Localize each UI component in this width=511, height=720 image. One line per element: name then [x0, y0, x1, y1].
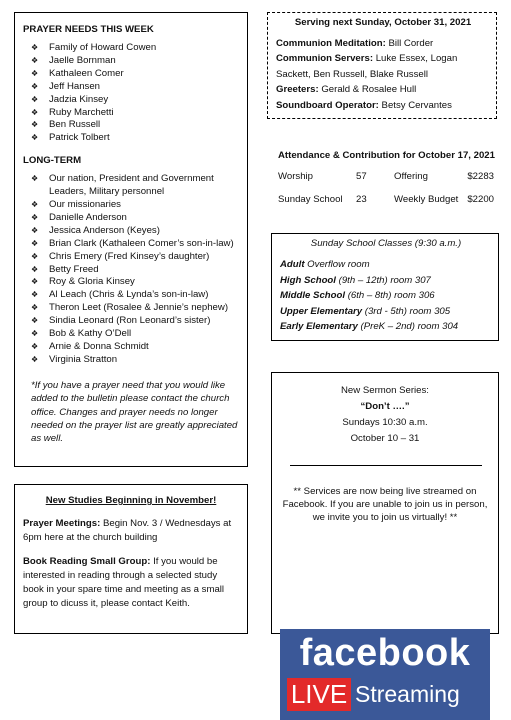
list-item — [23, 315, 241, 328]
bullet-diamond-icon: ❖ — [31, 94, 39, 104]
book-reading-paragraph — [23, 555, 239, 611]
long-term-heading: LONG-TERM — [23, 155, 82, 167]
list-item — [23, 119, 241, 132]
list-item-label: Brian Clark (Kathaleen Comer’s son-in-law) — [49, 237, 234, 249]
list-item — [23, 81, 241, 94]
serving-value: Luke Essex, Logan Sackett, Ben Russell, Blake Russell — [276, 53, 458, 80]
bullet-diamond-icon: ❖ — [31, 42, 39, 52]
serving-label: Greeters: — [276, 84, 319, 96]
serving-label: Soundboard Operator: — [276, 99, 379, 111]
list-item-label: Danielle Anderson — [49, 211, 127, 223]
sunday-school-heading: Sunday School Classes (9:30 a.m.) — [310, 238, 462, 249]
serving-value: Bill Corder — [385, 37, 434, 49]
list-item — [23, 289, 241, 302]
bullet-diamond-icon: ❖ — [31, 55, 39, 65]
facebook-live-logo — [280, 629, 490, 720]
serving-heading: Serving next Sunday, October 31, 2021 — [294, 17, 472, 28]
class-label: Adult — [280, 258, 305, 270]
class-label: Early Elementary — [280, 321, 358, 333]
serving-label: Communion Meditation: — [276, 37, 386, 49]
bullet-diamond-icon: ❖ — [31, 277, 39, 287]
class-line-middle-school — [280, 288, 492, 304]
prayer-meetings-label: Prayer Meetings: — [23, 517, 101, 529]
list-item — [23, 212, 241, 225]
list-item-label: Betty Freed — [49, 263, 99, 275]
prayer-list — [23, 42, 241, 145]
bullet-diamond-icon: ❖ — [31, 212, 39, 222]
bullet-diamond-icon: ❖ — [31, 68, 39, 78]
attendance-table — [278, 171, 494, 217]
bullet-diamond-icon: ❖ — [31, 225, 39, 235]
sermon-dates: October 10 – 31 — [350, 433, 420, 444]
list-item-label: Family of Howard Cowen — [49, 41, 157, 53]
serving-label: Communion Servers: — [276, 53, 374, 65]
list-item — [23, 354, 241, 367]
bullet-diamond-icon: ❖ — [31, 264, 39, 274]
list-item-label: Jaelle Bornman — [49, 54, 116, 66]
bullet-diamond-icon: ❖ — [31, 238, 39, 248]
attendance-cell: 57 — [356, 170, 367, 182]
class-value: (6th – 8th) room 306 — [345, 290, 435, 302]
list-item — [23, 94, 241, 107]
class-label: Upper Elementary — [280, 305, 363, 317]
list-item-label: Chris Emery (Fred Kinsey’s daughter) — [49, 250, 210, 262]
class-line-early-elementary — [280, 319, 492, 335]
class-line-upper-elementary — [280, 304, 492, 320]
prayer-heading: PRAYER NEEDS THIS WEEK — [23, 24, 154, 35]
list-item-label: Our missionaries — [49, 199, 121, 211]
live-badge: LIVE — [287, 678, 351, 711]
list-item-label: Bob & Kathy O’Dell — [49, 328, 132, 340]
attendance-cell: $2200 — [467, 193, 494, 205]
attendance-cell: Offering — [394, 170, 428, 182]
list-item — [23, 238, 241, 251]
list-item-label: Our nation, President and Government Leaders, Military personnel — [49, 173, 214, 198]
list-item — [23, 132, 241, 145]
serving-value: Betsy Cervantes — [378, 99, 452, 111]
list-item — [23, 276, 241, 289]
divider — [290, 465, 482, 466]
studies-heading: New Studies Beginning in November! — [45, 495, 217, 506]
class-value: (PreK – 2nd) room 304 — [357, 321, 459, 333]
long-term-list — [23, 173, 241, 367]
list-item-label: Patrick Tolbert — [49, 132, 110, 144]
list-item — [23, 42, 241, 55]
list-item-label: Virginia Stratton — [49, 353, 118, 365]
table-row — [278, 194, 494, 217]
sermon-box — [271, 372, 499, 709]
table-row — [278, 171, 494, 194]
list-item — [23, 264, 241, 277]
class-line-adult — [280, 257, 492, 273]
class-value: Overflow room — [304, 258, 370, 270]
book-reading-label: Book Reading Small Group: — [23, 555, 151, 567]
serving-box — [267, 12, 497, 119]
list-item — [23, 302, 241, 315]
list-item-label: Al Leach (Chris & Lynda’s son-in-law) — [49, 289, 209, 301]
list-item — [23, 68, 241, 81]
serving-line-communion-meditation — [276, 36, 490, 52]
bullet-diamond-icon: ❖ — [31, 342, 39, 351]
list-item — [23, 341, 241, 354]
list-item-label: Ben Russell — [49, 119, 101, 131]
sunday-school-box — [271, 233, 499, 341]
prayer-needs-box — [14, 12, 248, 467]
bullet-diamond-icon: ❖ — [31, 290, 39, 300]
attendance-cell: 23 — [356, 193, 367, 205]
class-line-high-school — [280, 273, 492, 289]
bullet-diamond-icon: ❖ — [31, 354, 39, 364]
list-item-label: Theron Leet (Rosalee & Jennie’s nephew) — [49, 302, 229, 314]
streaming-label: Streaming — [355, 681, 460, 707]
prayer-meetings-paragraph — [23, 517, 239, 545]
list-item — [23, 199, 241, 212]
attendance-cell: Worship — [278, 170, 314, 182]
list-item — [23, 107, 241, 120]
list-item — [23, 55, 241, 68]
class-value: (9th – 12th) room 307 — [335, 274, 431, 286]
attendance-cell: $2283 — [467, 170, 494, 182]
bullet-diamond-icon: ❖ — [31, 133, 39, 143]
list-item-label: Ruby Marchetti — [49, 106, 114, 118]
prayer-meetings-text: Begin Nov. 3 / Wednesdays at 6pm here at the church building — [23, 517, 232, 543]
serving-line-soundboard — [276, 98, 490, 114]
bullet-diamond-icon: ❖ — [31, 174, 39, 184]
bullet-diamond-icon: ❖ — [31, 200, 39, 210]
serving-line-communion-servers — [276, 51, 490, 82]
list-item-label: Sindia Leonard (Ron Leonard’s sister) — [49, 315, 211, 327]
attendance-heading: Attendance & Contribution for October 17, 2021 — [278, 150, 495, 161]
bullet-diamond-icon: ❖ — [31, 81, 39, 91]
attendance-section — [278, 150, 498, 217]
class-label: Middle School — [280, 290, 346, 302]
class-value: (3rd - 5th) room 305 — [362, 305, 451, 317]
serving-line-greeters — [276, 82, 490, 98]
class-label: High School — [280, 274, 336, 286]
serving-value: Gerald & Rosalee Hull — [318, 84, 417, 96]
stream-note: ** Services are now being live streamed on Facebook. If you are unable to join us in person, we invite you to join us virtually! ** — [282, 486, 488, 524]
list-item-label: Arnie & Donna Schmidt — [49, 341, 149, 352]
book-reading-text: If you would be interested in reading through a selected study book in your spare time and meeting as a small group to dicuss it, please contact Keith. — [23, 555, 225, 609]
bullet-diamond-icon: ❖ — [31, 329, 39, 339]
list-item-label: Jeff Hansen — [49, 80, 101, 92]
list-item — [23, 173, 241, 199]
bullet-diamond-icon: ❖ — [31, 316, 39, 326]
prayer-note: *If you have a prayer need that you would like added to the bulletin please contact the church office. Changes and prayer needs no longer needed on the prayer list are greatly appreciated as well. — [31, 379, 238, 445]
bullet-diamond-icon: ❖ — [31, 120, 39, 130]
list-item — [23, 251, 241, 264]
list-item — [23, 225, 241, 238]
bullet-diamond-icon: ❖ — [31, 107, 39, 117]
sermon-series-name: “Don’t ….” — [360, 401, 410, 412]
attendance-cell: Weekly Budget — [394, 193, 459, 205]
new-studies-box — [14, 484, 248, 634]
sermon-time: Sundays 10:30 a.m. — [342, 417, 428, 428]
bullet-diamond-icon: ❖ — [31, 251, 39, 261]
list-item-label: Jessica Anderson (Keyes) — [49, 224, 160, 236]
facebook-wordmark: facebook — [299, 632, 471, 674]
sermon-series-title: New Sermon Series: — [341, 385, 429, 396]
list-item-label: Jadzia Kinsey — [49, 93, 109, 105]
attendance-cell: Sunday School — [278, 193, 343, 205]
bullet-diamond-icon: ❖ — [31, 303, 39, 313]
list-item — [23, 328, 241, 341]
list-item-label: Roy & Gloria Kinsey — [49, 276, 135, 288]
list-item-label: Kathaleen Comer — [49, 67, 124, 79]
